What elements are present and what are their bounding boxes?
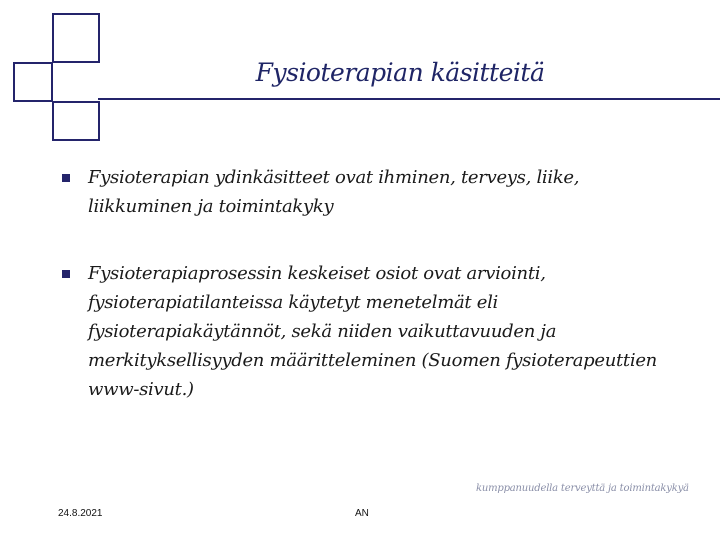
decor-square-bottom <box>52 101 100 141</box>
bullet-text: Fysioterapian ydinkäsitteet ovat ihminen, terveys, liike, liikkuminen ja toimintakyky <box>88 167 580 217</box>
bullet-text: Fysioterapiaprosessin keskeiset osiot ovat arviointi, fysioterapiatilanteissa käytetyt menetelmät eli fysioterapiakäytännöt, sekä niiden vaikuttavuuden ja merkityksellisyyden määritteleminen (Suomen fysioterapeuttien www-sivut.) <box>88 263 657 400</box>
title-divider <box>98 98 720 100</box>
bullet-item <box>62 259 682 409</box>
footer-author: AN <box>355 508 369 519</box>
decor-square-top <box>52 13 100 63</box>
footer-tagline: kumppanuudella terveyttä ja toimintakykyä <box>476 483 689 494</box>
slide-title: Fysioterapian käsitteitä <box>255 58 545 87</box>
bullet-item <box>62 163 682 223</box>
decor-square-left <box>13 62 53 102</box>
footer-date: 24.8.2021 <box>58 508 103 519</box>
bullet-square-icon <box>62 174 70 182</box>
bullet-square-icon <box>62 270 70 278</box>
